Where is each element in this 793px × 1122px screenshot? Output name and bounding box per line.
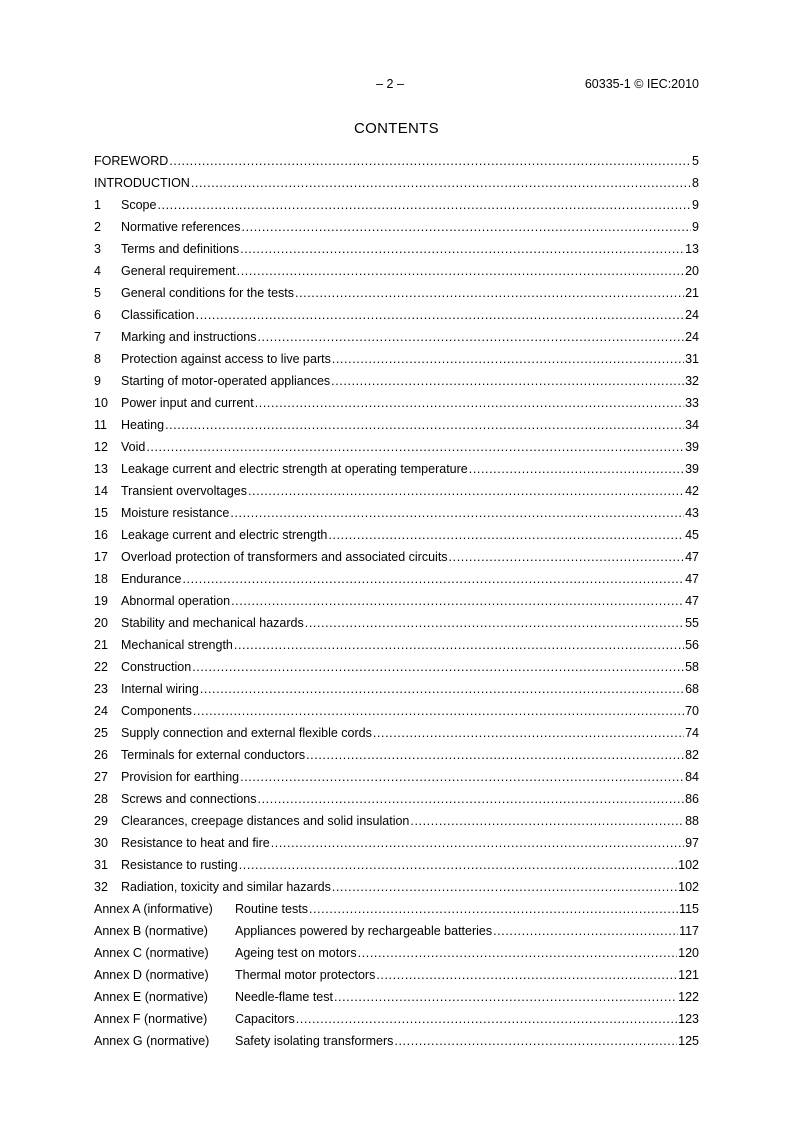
dot-leader bbox=[193, 700, 684, 722]
toc-clause-number: 27 bbox=[94, 770, 108, 784]
toc-clause-number: 13 bbox=[94, 462, 108, 476]
toc-page-number: 39 bbox=[685, 440, 699, 454]
dot-leader bbox=[240, 766, 684, 788]
toc-entry-title: Appliances powered by rechargeable batteries bbox=[235, 924, 493, 938]
toc-clause-number: 9 bbox=[94, 374, 101, 388]
toc-page-number: 39 bbox=[685, 462, 699, 476]
toc-clause-number: 23 bbox=[94, 682, 108, 696]
toc-page-number: 58 bbox=[685, 660, 699, 674]
toc-annex-label: Annex F (normative) bbox=[94, 1012, 208, 1026]
toc-entry-title: Stability and mechanical hazards bbox=[121, 616, 304, 630]
dot-leader bbox=[146, 436, 684, 458]
toc-clause-number: 12 bbox=[94, 440, 108, 454]
toc-entry[interactable] bbox=[94, 832, 699, 854]
dot-leader bbox=[255, 392, 684, 414]
toc-page-number: 122 bbox=[678, 990, 699, 1004]
toc-page-number: 45 bbox=[685, 528, 699, 542]
dot-leader bbox=[237, 260, 684, 282]
toc-entry[interactable] bbox=[94, 414, 699, 436]
toc-clause-number: 16 bbox=[94, 528, 108, 542]
toc-clause-number: 26 bbox=[94, 748, 108, 762]
toc-clause-number: 1 bbox=[94, 198, 101, 212]
toc-entry[interactable] bbox=[94, 744, 699, 766]
toc-page-number: 102 bbox=[678, 880, 699, 894]
toc-entry[interactable] bbox=[94, 282, 699, 304]
toc-entry-title: Leakage current and electric strength bbox=[121, 528, 328, 542]
toc-annex-label: Annex E (normative) bbox=[94, 990, 208, 1004]
toc-clause-number: 11 bbox=[94, 418, 107, 432]
dot-leader bbox=[296, 1008, 677, 1030]
toc-page-number: 74 bbox=[685, 726, 699, 740]
toc-page-number: 13 bbox=[685, 242, 699, 256]
toc-entry[interactable] bbox=[94, 1030, 699, 1052]
toc-entry-title: Classification bbox=[121, 308, 195, 322]
toc-entry-title: Overload protection of transformers and associated circuits bbox=[121, 550, 448, 564]
page-title: CONTENTS bbox=[354, 120, 439, 137]
toc-annex-label: Annex G (normative) bbox=[94, 1034, 210, 1048]
toc-entry-title: General requirement bbox=[121, 264, 236, 278]
toc-clause-number: 14 bbox=[94, 484, 108, 498]
toc-entry[interactable] bbox=[94, 898, 699, 920]
toc-clause-number: 8 bbox=[94, 352, 101, 366]
toc-entry[interactable] bbox=[94, 810, 699, 832]
toc-page-number: 47 bbox=[685, 594, 699, 608]
dot-leader bbox=[191, 172, 691, 194]
toc-entry[interactable] bbox=[94, 524, 699, 546]
toc-clause-number: 19 bbox=[94, 594, 108, 608]
toc-entry[interactable] bbox=[94, 590, 699, 612]
toc-entry-title: Power input and current bbox=[121, 396, 254, 410]
toc-entry-title: Provision for earthing bbox=[121, 770, 240, 784]
toc-entry[interactable] bbox=[94, 766, 699, 788]
toc-entry[interactable] bbox=[94, 568, 699, 590]
toc-entry-title: Starting of motor-operated appliances bbox=[121, 374, 331, 388]
toc-page-number: 125 bbox=[678, 1034, 699, 1048]
toc-entry-title: Radiation, toxicity and similar hazards bbox=[121, 880, 331, 894]
toc-page-number: 84 bbox=[685, 770, 699, 784]
dot-leader bbox=[334, 986, 677, 1008]
toc-page-number: 102 bbox=[678, 858, 699, 872]
toc-entry-title: Mechanical strength bbox=[121, 638, 233, 652]
toc-entry[interactable] bbox=[94, 788, 699, 810]
toc-page-number: 47 bbox=[685, 572, 699, 586]
dot-leader bbox=[328, 524, 684, 546]
toc-clause-number: 29 bbox=[94, 814, 108, 828]
toc-entry[interactable] bbox=[94, 942, 699, 964]
toc-entry[interactable] bbox=[94, 678, 699, 700]
toc-entry-title: Ageing test on motors bbox=[235, 946, 357, 960]
toc-entry-title: Protection against access to live parts bbox=[121, 352, 331, 366]
dot-leader bbox=[240, 238, 684, 260]
toc-page-number: 20 bbox=[685, 264, 699, 278]
dot-leader bbox=[295, 282, 684, 304]
dot-leader bbox=[182, 568, 684, 590]
toc-entry[interactable] bbox=[94, 392, 699, 414]
page-number: – 2 – bbox=[376, 77, 404, 91]
toc-entry-title: Needle-flame test bbox=[235, 990, 333, 1004]
toc-entry[interactable] bbox=[94, 238, 699, 260]
dot-leader bbox=[449, 546, 685, 568]
toc-entry[interactable] bbox=[94, 854, 699, 876]
dot-leader bbox=[257, 326, 684, 348]
dot-leader bbox=[234, 634, 684, 656]
toc-page-number: 68 bbox=[685, 682, 699, 696]
toc-page-number: 9 bbox=[692, 220, 699, 234]
dot-leader bbox=[469, 458, 684, 480]
toc-entry[interactable] bbox=[94, 612, 699, 634]
dot-leader bbox=[239, 854, 677, 876]
toc-entry-title: Leakage current and electric strength at operating temperature bbox=[121, 462, 468, 476]
dot-leader bbox=[271, 832, 684, 854]
toc-clause-number: 25 bbox=[94, 726, 108, 740]
toc-entry-title: Clearances, creepage distances and solid insulation bbox=[121, 814, 410, 828]
toc-clause-number: 3 bbox=[94, 242, 101, 256]
toc-entry[interactable] bbox=[94, 656, 699, 678]
toc-page-number: 70 bbox=[685, 704, 699, 718]
dot-leader bbox=[493, 920, 678, 942]
toc-entry[interactable] bbox=[94, 964, 699, 986]
toc-clause-number: 15 bbox=[94, 506, 108, 520]
toc-clause-number: 5 bbox=[94, 286, 101, 300]
toc-page-number: 47 bbox=[685, 550, 699, 564]
toc-page-number: 34 bbox=[685, 418, 699, 432]
toc-clause-number: 18 bbox=[94, 572, 108, 586]
toc-entry[interactable] bbox=[94, 172, 699, 194]
toc-clause-number: 24 bbox=[94, 704, 108, 718]
dot-leader bbox=[305, 612, 684, 634]
toc-entry-title: Endurance bbox=[121, 572, 182, 586]
toc-entry-title: Normative references bbox=[121, 220, 241, 234]
toc-entry[interactable] bbox=[94, 700, 699, 722]
toc-entry[interactable] bbox=[94, 260, 699, 282]
toc-page-number: 9 bbox=[692, 198, 699, 212]
dot-leader bbox=[394, 1030, 677, 1052]
dot-leader bbox=[248, 480, 684, 502]
toc-entry-title: Terminals for external conductors bbox=[121, 748, 306, 762]
document-reference: 60335-1 © IEC:2010 bbox=[584, 77, 699, 91]
toc-entry[interactable] bbox=[94, 502, 699, 524]
dot-leader bbox=[196, 304, 684, 326]
toc-entry-title: Transient overvoltages bbox=[121, 484, 247, 498]
toc-page-number: 82 bbox=[685, 748, 699, 762]
toc-entry[interactable] bbox=[94, 480, 699, 502]
toc-page-number: 121 bbox=[678, 968, 699, 982]
toc-annex-label: Annex C (normative) bbox=[94, 946, 209, 960]
toc-page-number: 115 bbox=[679, 902, 699, 916]
toc-page-number: 55 bbox=[685, 616, 699, 630]
toc-entry[interactable] bbox=[94, 436, 699, 458]
toc-clause-number: 32 bbox=[94, 880, 108, 894]
toc-clause-number: 10 bbox=[94, 396, 108, 410]
dot-leader bbox=[169, 150, 691, 172]
dot-leader bbox=[332, 876, 677, 898]
toc-annex-label: Annex B (normative) bbox=[94, 924, 208, 938]
toc-entry-title: Abnormal operation bbox=[121, 594, 231, 608]
toc-page-number: 88 bbox=[685, 814, 699, 828]
toc-entry[interactable] bbox=[94, 546, 699, 568]
toc-entry[interactable] bbox=[94, 304, 699, 326]
toc-entry-title: Terms and definitions bbox=[121, 242, 240, 256]
dot-leader bbox=[200, 678, 684, 700]
toc-entry-title: Scope bbox=[121, 198, 157, 212]
toc-entry-title: Marking and instructions bbox=[121, 330, 257, 344]
toc-clause-number: 20 bbox=[94, 616, 108, 630]
toc-entry-title: Resistance to rusting bbox=[121, 858, 238, 872]
toc-entry-title: FOREWORD bbox=[94, 154, 169, 168]
toc-clause-number: 31 bbox=[94, 858, 108, 872]
toc-entry-title: Resistance to heat and fire bbox=[121, 836, 270, 850]
toc-page-number: 8 bbox=[692, 176, 699, 190]
toc-clause-number: 4 bbox=[94, 264, 101, 278]
toc-entry[interactable] bbox=[94, 986, 699, 1008]
dot-leader bbox=[157, 194, 691, 216]
toc-clause-number: 30 bbox=[94, 836, 108, 850]
toc-entry-title: Routine tests bbox=[235, 902, 308, 916]
toc-entry-title: Heating bbox=[121, 418, 165, 432]
toc-page-number: 5 bbox=[692, 154, 699, 168]
toc-page-number: 43 bbox=[685, 506, 699, 520]
toc-clause-number: 6 bbox=[94, 308, 101, 322]
toc-entry[interactable] bbox=[94, 876, 699, 898]
dot-leader bbox=[165, 414, 684, 436]
toc-entry-title: Capacitors bbox=[235, 1012, 295, 1026]
toc-entry[interactable] bbox=[94, 216, 699, 238]
toc-entry-title: Moisture resistance bbox=[121, 506, 230, 520]
dot-leader bbox=[331, 370, 684, 392]
toc-entry-title: General conditions for the tests bbox=[121, 286, 295, 300]
toc-page-number: 56 bbox=[685, 638, 699, 652]
dot-leader bbox=[332, 348, 684, 370]
dot-leader bbox=[376, 964, 677, 986]
toc-clause-number: 2 bbox=[94, 220, 101, 234]
dot-leader bbox=[373, 722, 684, 744]
toc-entry[interactable] bbox=[94, 326, 699, 348]
toc-entry-title: INTRODUCTION bbox=[94, 176, 190, 190]
toc-page-number: 24 bbox=[685, 330, 699, 344]
toc-page-number: 120 bbox=[678, 946, 699, 960]
toc-page-number: 31 bbox=[685, 352, 699, 366]
toc-page-number: 86 bbox=[685, 792, 699, 806]
dot-leader bbox=[309, 898, 678, 920]
dot-leader bbox=[306, 744, 684, 766]
toc-entry-title: Internal wiring bbox=[121, 682, 199, 696]
toc-clause-number: 22 bbox=[94, 660, 108, 674]
toc-entry-title: Supply connection and external flexible cords bbox=[121, 726, 372, 740]
toc-entry[interactable] bbox=[94, 722, 699, 744]
toc-entry[interactable] bbox=[94, 150, 699, 172]
toc-entry[interactable] bbox=[94, 194, 699, 216]
toc-page-number: 42 bbox=[685, 484, 699, 498]
table-of-contents bbox=[94, 150, 699, 1052]
dot-leader bbox=[258, 788, 685, 810]
toc-page-number: 33 bbox=[685, 396, 699, 410]
toc-entry-title: Components bbox=[121, 704, 192, 718]
toc-entry[interactable] bbox=[94, 1008, 699, 1030]
toc-entry-title: Screws and connections bbox=[121, 792, 257, 806]
toc-page-number: 21 bbox=[685, 286, 699, 300]
toc-entry-title: Construction bbox=[121, 660, 192, 674]
dot-leader bbox=[358, 942, 678, 964]
toc-annex-label: Annex A (informative) bbox=[94, 902, 213, 916]
toc-entry-title: Safety isolating transformers bbox=[235, 1034, 394, 1048]
dot-leader bbox=[242, 216, 692, 238]
toc-entry-title: Thermal motor protectors bbox=[235, 968, 376, 982]
toc-entry-title: Void bbox=[121, 440, 146, 454]
toc-annex-label: Annex D (normative) bbox=[94, 968, 209, 982]
toc-entry[interactable] bbox=[94, 634, 699, 656]
toc-clause-number: 17 bbox=[94, 550, 108, 564]
toc-entry[interactable] bbox=[94, 348, 699, 370]
toc-clause-number: 28 bbox=[94, 792, 108, 806]
toc-page-number: 117 bbox=[679, 924, 699, 938]
toc-clause-number: 7 bbox=[94, 330, 101, 344]
toc-page-number: 24 bbox=[685, 308, 699, 322]
toc-entry[interactable] bbox=[94, 920, 699, 942]
dot-leader bbox=[231, 590, 684, 612]
toc-page-number: 123 bbox=[678, 1012, 699, 1026]
toc-entry[interactable] bbox=[94, 370, 699, 392]
dot-leader bbox=[230, 502, 684, 524]
toc-page-number: 97 bbox=[685, 836, 699, 850]
toc-entry[interactable] bbox=[94, 458, 699, 480]
toc-page-number: 32 bbox=[685, 374, 699, 388]
toc-clause-number: 21 bbox=[94, 638, 108, 652]
dot-leader bbox=[410, 810, 684, 832]
dot-leader bbox=[192, 656, 684, 678]
